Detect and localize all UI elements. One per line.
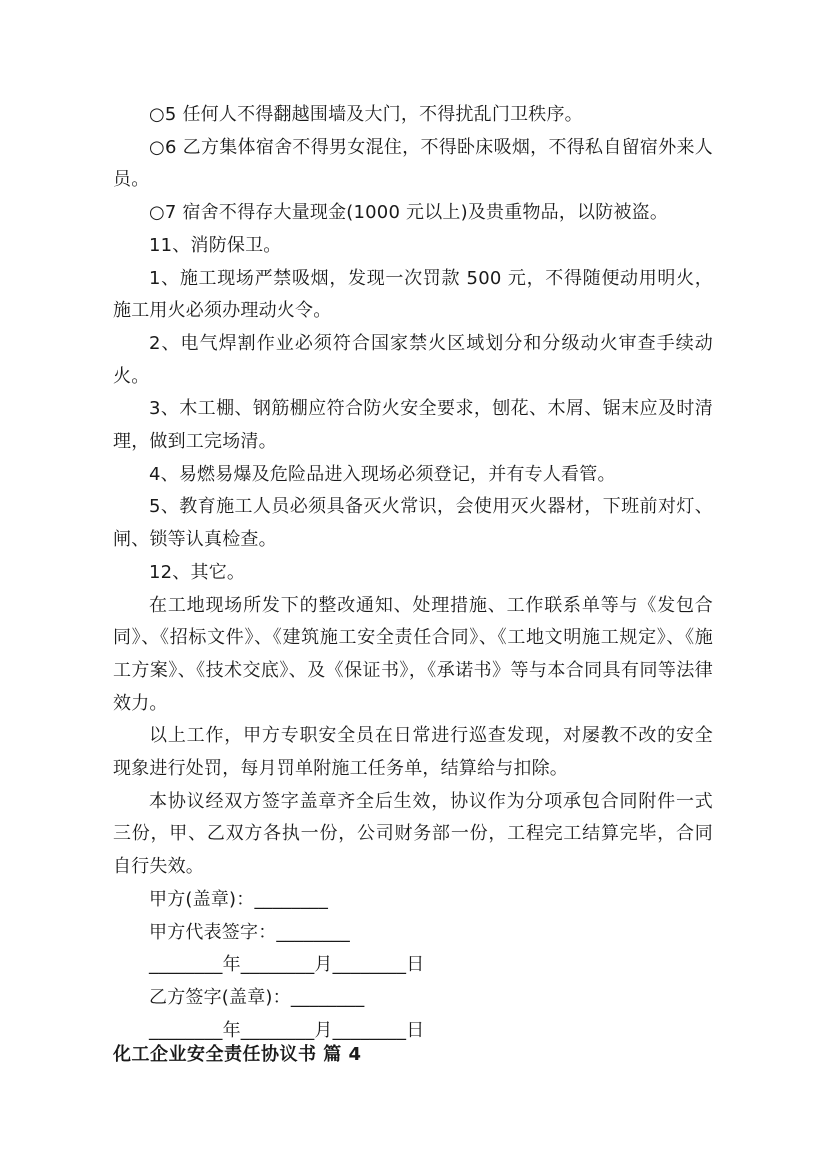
party-a-rep-signature-line: 甲方代表签字：________	[149, 921, 350, 943]
paragraph-item-7: ○7 宿舍不得存大量现金(1000 元以上)及贵重物品，以防被盗。	[149, 202, 669, 224]
paragraph-fire-4: 4、易燃易爆及危险品进入现场必须登记，并有专人看管。	[149, 463, 616, 485]
paragraph-fire-3: 3、木工棚、钢筋棚应符合防火安全要求，刨花、木屑、锯末应及时清理，做到工完场清。	[113, 398, 713, 453]
paragraph-fire-5: 5、教育施工人员必须具备灭火常识，会使用灭火器材，下班前对灯、闸、锁等认真检查。	[113, 496, 713, 551]
paragraph-inspection: 以上工作，甲方专职安全员在日常进行巡查发现，对屡教不改的安全现象进行处罚，每月罚单附施工任务单，结算给与扣除。	[113, 725, 713, 780]
paragraph-legal-effect: 在工地现场所发下的整改通知、处理措施、工作联系单等与《发包合同》、《招标文件》、《建筑施工安全责任合同》、《工地文明施工规定》、《施工方案》、《技术交底》、及《保证书》，《承诺书》等与本合同具有同等法律效力。	[113, 594, 713, 714]
party-a-date-line: ________年________月________日	[149, 954, 425, 976]
section-heading: 化工企业安全责任协议书 篇 4	[113, 1044, 362, 1065]
paragraph-fire-2: 2、电气焊割作业必须符合国家禁火区域划分和分级动火审查手续动火。	[113, 332, 713, 387]
document-body	[113, 99, 713, 1047]
paragraph-validity: 本协议经双方签字盖章齐全后生效，协议作为分项承包合同附件一式三份，甲、乙双方各执一份，公司财务部一份，工程完工结算完毕，合同自行失效。	[113, 790, 713, 878]
party-a-seal-line: 甲方(盖章)：________	[149, 888, 329, 910]
party-b-signature-line: 乙方签字(盖章)：________	[149, 986, 365, 1008]
section-fire-security: 11、消防保卫。	[149, 234, 282, 256]
paragraph-item-6: ○6 乙方集体宿舍不得男女混住，不得卧床吸烟，不得私自留宿外来人员。	[113, 136, 713, 191]
section-other: 12、其它。	[149, 561, 246, 583]
paragraph-fire-1: 1、施工现场严禁吸烟，发现一次罚款 500 元，不得随便动用明火，施工用火必须办理动火令。	[113, 267, 713, 322]
paragraph-item-5: ○5 任何人不得翻越围墙及大门，不得扰乱门卫秩序。	[149, 104, 583, 125]
party-b-date-line: ________年________月________日	[149, 1019, 425, 1041]
